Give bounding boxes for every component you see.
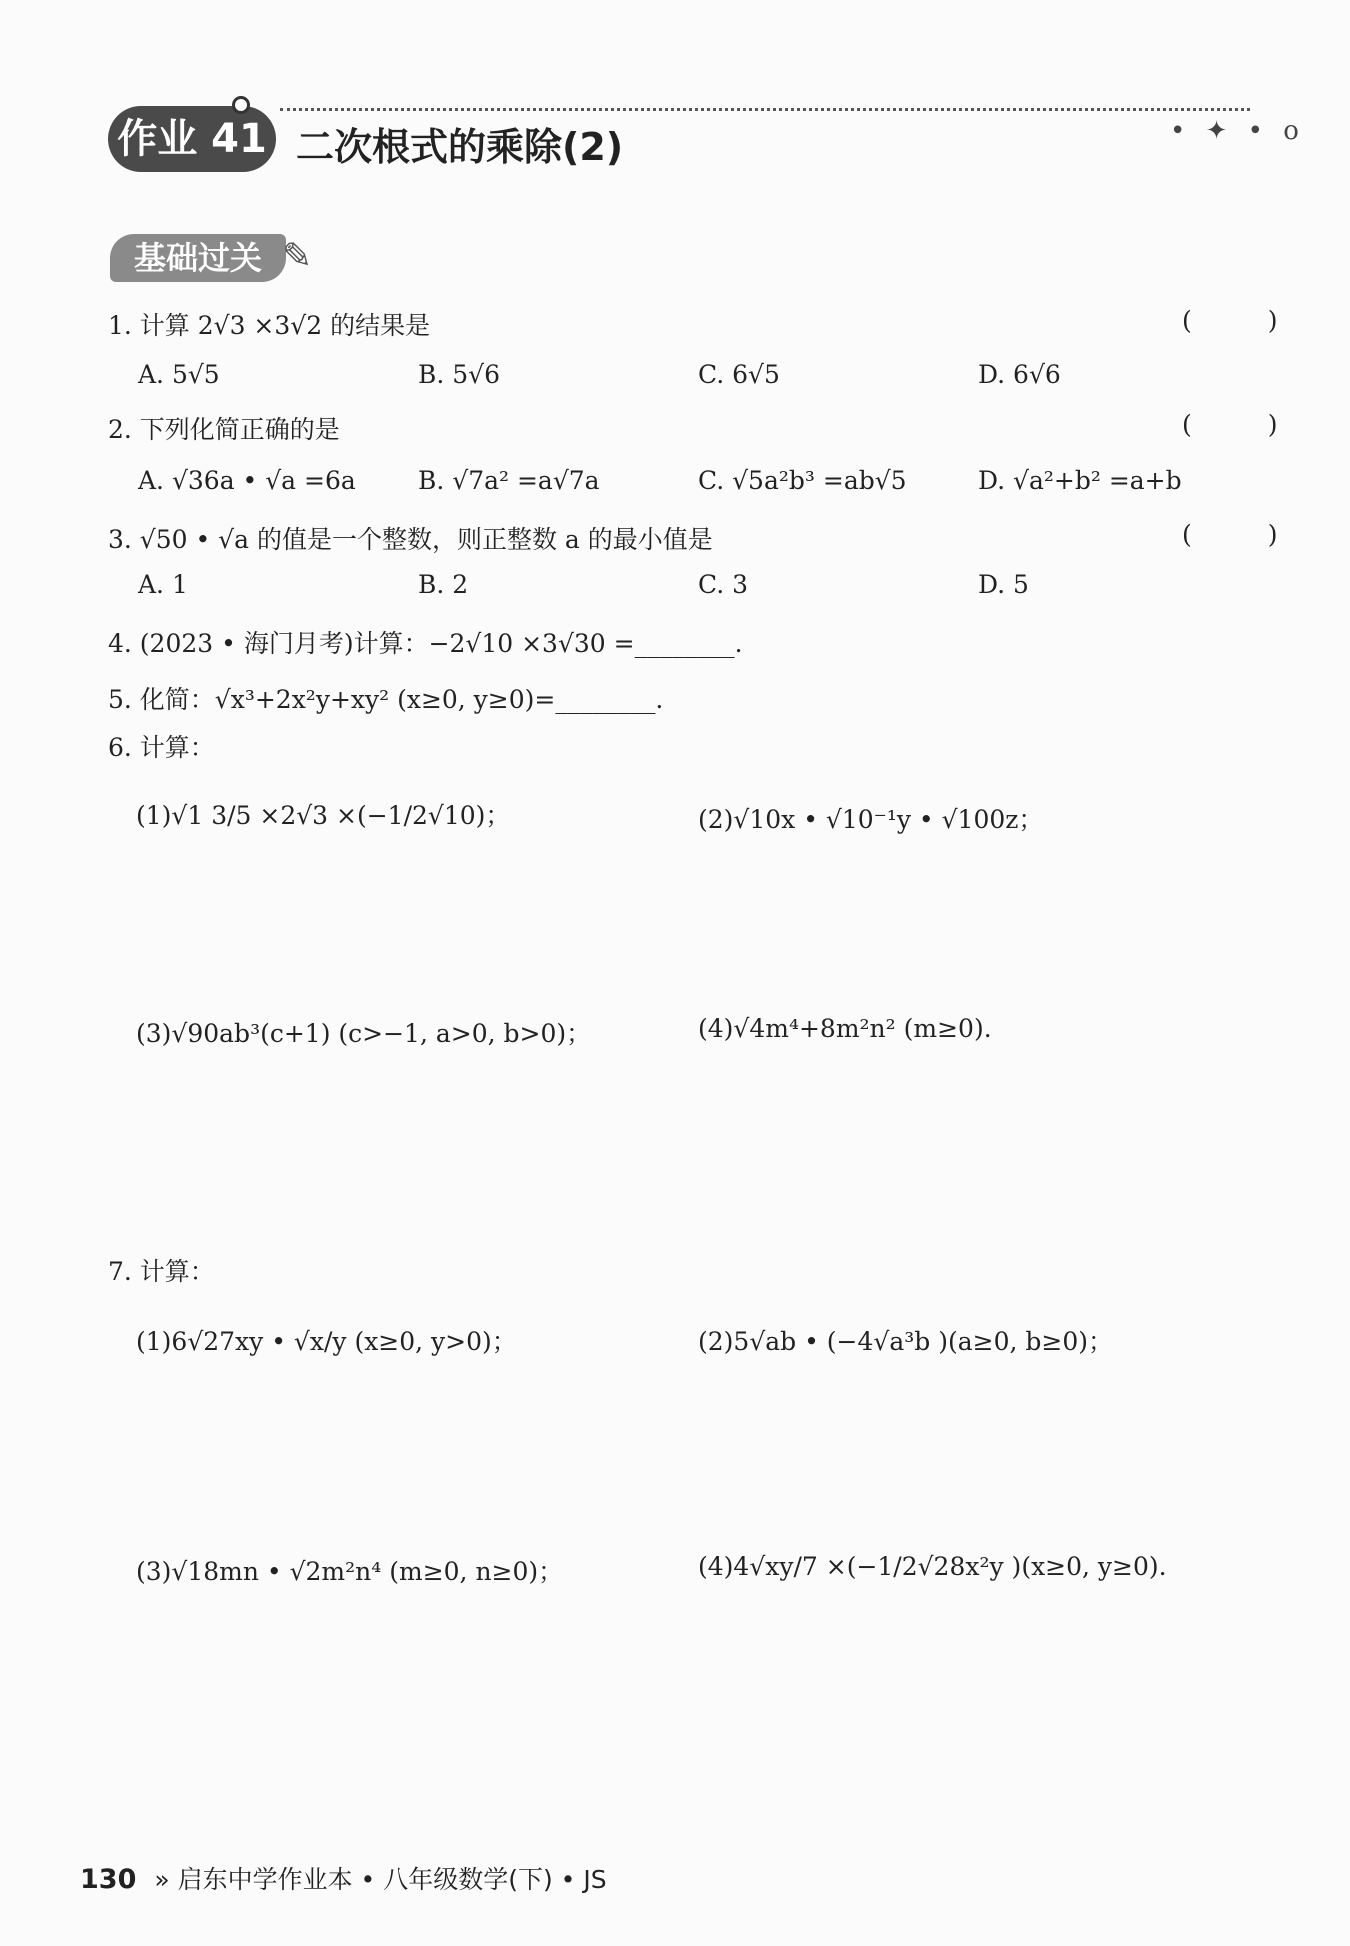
question-7: 7. 计算： <box>108 1257 215 1286</box>
q3-option-c[interactable]: C. 3 <box>698 570 749 599</box>
question-2: 2. 下列化简正确的是 <box>108 415 340 444</box>
chevron-right-icon: » <box>154 1865 170 1894</box>
q7-part-4: (4)4√xy/7 ×(−1/2√28x²y )(x≥0, y≥0). <box>698 1552 1167 1581</box>
q6-part-4: (4)√4m⁴+8m²n² (m≥0). <box>698 1014 992 1043</box>
q6-part-3: (3)√90ab³(c+1) (c>−1, a>0, b>0)； <box>136 1019 592 1048</box>
section-label: 基础过关 <box>110 234 286 282</box>
q1-option-a[interactable]: A. 5√5 <box>138 360 220 389</box>
answer-paren-1[interactable]: ( ) <box>1182 306 1312 335</box>
q1-option-b[interactable]: B. 5√6 <box>418 360 501 389</box>
question-3: 3. √50 • √a 的值是一个整数，则正整数 a 的最小值是 <box>108 525 713 554</box>
q7-part-3: (3)√18mn • √2m²n⁴ (m≥0, n≥0)； <box>136 1557 564 1586</box>
q6-part-2: (2)√10x • √10⁻¹y • √100z； <box>698 805 1044 834</box>
homework-number: 作业 41 <box>117 116 267 162</box>
book-title: 启东中学作业本 • 八年级数学(下) • JS <box>177 1865 607 1894</box>
header-dotted-line <box>280 108 1250 113</box>
q2-option-c[interactable]: C. √5a²b³ =ab√5 <box>698 466 907 495</box>
q1-option-d[interactable]: D. 6√6 <box>978 360 1061 389</box>
page-footer <box>80 1860 607 1896</box>
q2-option-d[interactable]: D. √a²+b² =a+b <box>978 466 1182 495</box>
q6-part-1: (1)√1 3/5 ×2√3 ×(−1/2√10)； <box>136 801 511 830</box>
answer-paren-2[interactable]: ( ) <box>1182 410 1312 439</box>
q1-option-c[interactable]: C. 6√5 <box>698 360 780 389</box>
q2-option-b[interactable]: B. √7a² =a√7a <box>418 466 600 495</box>
q2-option-a[interactable]: A. √36a • √a =6a <box>138 466 356 495</box>
q7-part-1: (1)6√27xy • √x/y (x≥0, y>0)； <box>136 1327 517 1356</box>
question-4[interactable]: 4. (2023 • 海门月考)计算：−2√10 ×3√30 =________. <box>108 629 743 658</box>
q3-option-a[interactable]: A. 1 <box>138 570 188 599</box>
page-title: 二次根式的乘除(2) <box>296 125 624 169</box>
sparkle-decoration-icon: • ✦ • o <box>1170 116 1305 146</box>
q7-part-2: (2)5√ab • (−4√a³b )(a≥0, b≥0)； <box>698 1327 1113 1356</box>
question-5[interactable]: 5. 化简：√x³+2x²y+xy² (x≥0, y≥0)=________. <box>108 685 664 714</box>
homework-badge <box>108 106 276 172</box>
q3-option-d[interactable]: D. 5 <box>978 570 1029 599</box>
badge-pin-icon <box>232 96 250 114</box>
page-number: 130 <box>80 1864 137 1895</box>
q3-option-b[interactable]: B. 2 <box>418 570 469 599</box>
pencil-icon: ✎ <box>282 236 313 277</box>
answer-paren-3[interactable]: ( ) <box>1182 520 1312 549</box>
question-6: 6. 计算： <box>108 733 215 762</box>
question-1: 1. 计算 2√3 ×3√2 的结果是 <box>108 311 431 340</box>
